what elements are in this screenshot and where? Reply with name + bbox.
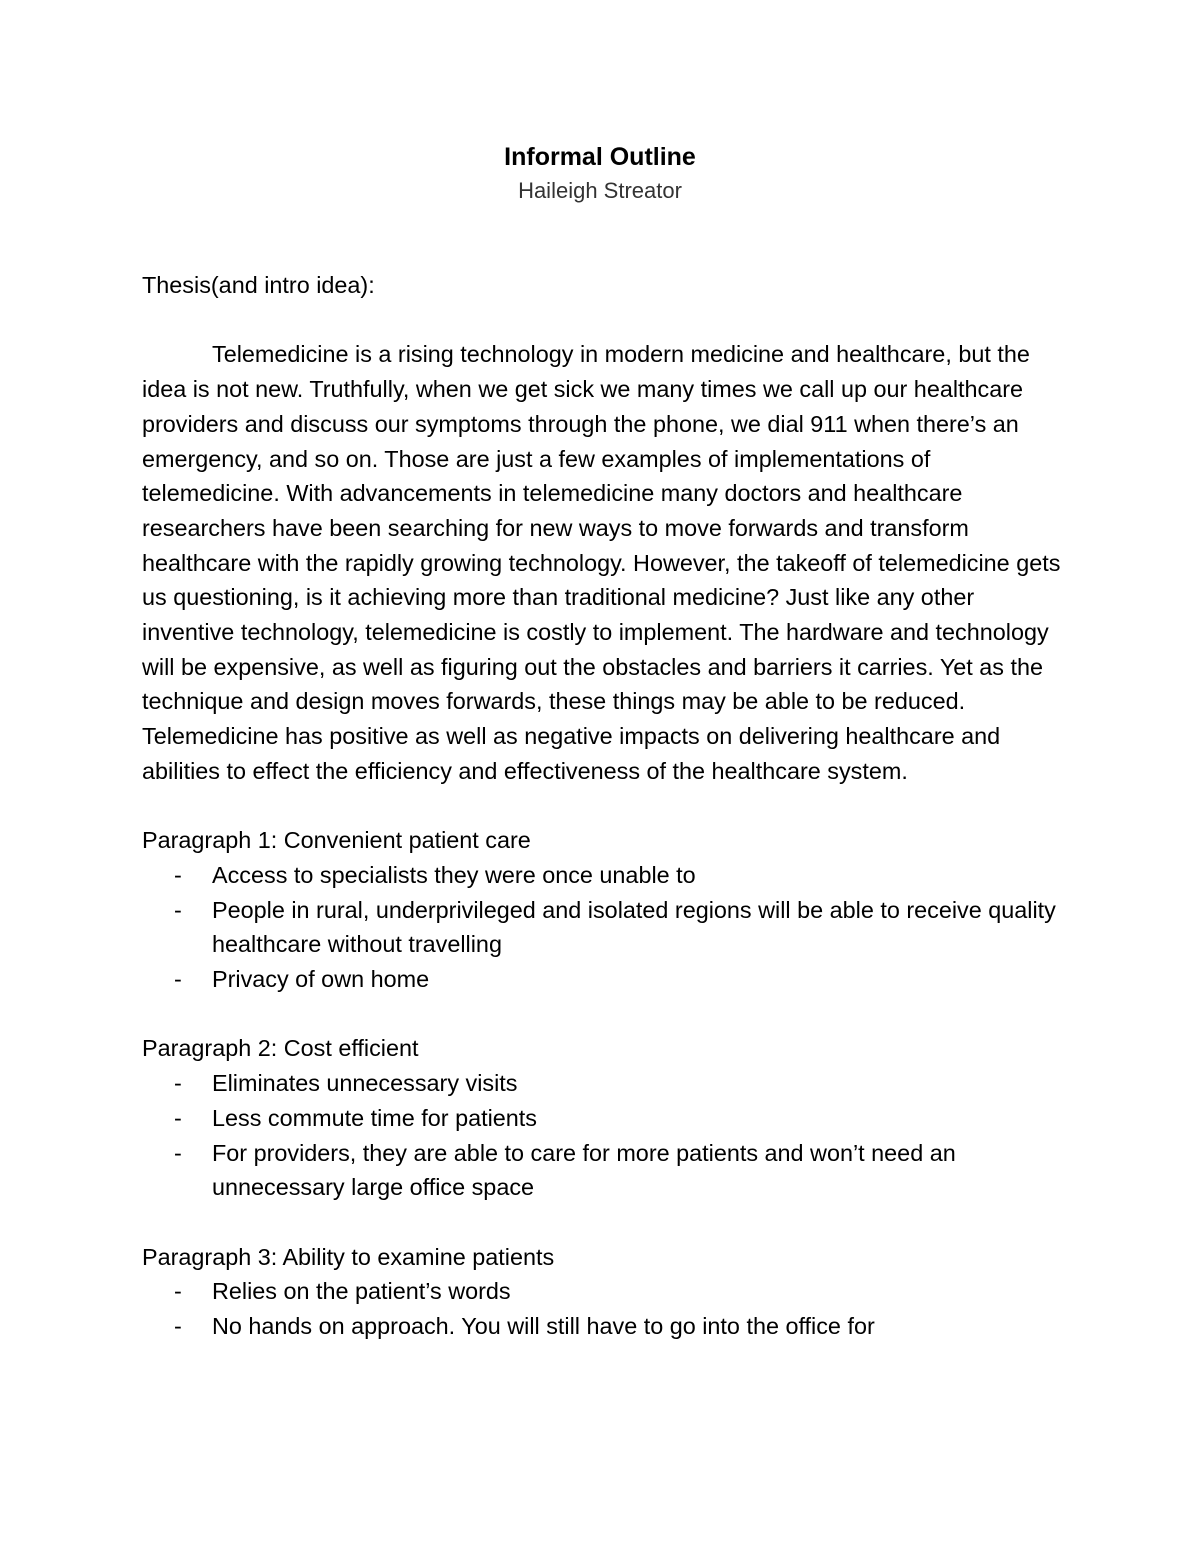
dash-bullet: - xyxy=(174,1313,182,1340)
list-item xyxy=(142,1274,1072,1309)
dash-bullet: - xyxy=(174,966,182,993)
thesis-heading: Thesis(and intro idea): xyxy=(142,272,375,298)
list-item-text: Less commute time for patients xyxy=(212,1104,538,1131)
list-item-text: No hands on approach. You will still have to go into the office for xyxy=(212,1313,875,1340)
section-list-1 xyxy=(142,858,1072,997)
section-heading-1: Paragraph 1: Convenient patient care xyxy=(142,827,531,854)
list-item-text: Relies on the patient’s words xyxy=(212,1278,511,1305)
list-item-text: People in rural, underprivileged and isolated regions will be able to receive quality healthcare without travelling xyxy=(212,896,1056,958)
list-item xyxy=(142,962,1072,997)
list-item xyxy=(142,858,1072,893)
list-item xyxy=(142,1101,1072,1136)
dash-bullet: - xyxy=(174,861,182,888)
list-item-text: For providers, they are able to care for more patients and won’t need an unnecessary large office space xyxy=(212,1139,956,1201)
list-item xyxy=(142,1309,1072,1344)
dash-bullet: - xyxy=(174,1070,182,1097)
document-body xyxy=(142,268,1072,1344)
dash-bullet: - xyxy=(174,1278,182,1305)
document-author: Haileigh Streator xyxy=(518,178,682,203)
list-item-text: Access to specialists they were once unable to xyxy=(212,861,696,888)
list-item xyxy=(142,1066,1072,1101)
dash-bullet: - xyxy=(174,1139,182,1166)
list-item-text: Privacy of own home xyxy=(212,966,430,993)
thesis-paragraph: Telemedicine is a rising technology in modern medicine and healthcare, but the idea is not new. Truthfully, when we get sick we many times we call up our healthcare providers and discuss our symptoms through the phone, we dial 911 when there’s an emergency, and so on. Those are just a few examples of implementations of telemedicine. With advancements in telemedicine many doctors and healthcare researchers have been searching for new ways to move forwards and transform healthcare with the rapidly growing technology. However, the takeoff of telemedicine gets us questioning, is it achieving more than traditional medicine? Just like any other inventive technology, telemedicine is costly to implement. The hardware and technology will be expensive, as well as figuring out the obstacles and barriers it carries. Yet as the technique and design moves forwards, these things may be able to be reduced. Telemedicine has positive as well as negative impacts on delivering healthcare and abilities to effect the efficiency and effectiveness of the healthcare system. xyxy=(142,341,1061,784)
list-item-text: Eliminates unnecessary visits xyxy=(212,1070,518,1097)
section-heading-3: Paragraph 3: Ability to examine patients xyxy=(142,1243,555,1270)
document-title: Informal Outline xyxy=(504,143,696,171)
dash-bullet: - xyxy=(174,896,182,923)
list-item xyxy=(142,1136,1072,1205)
dash-bullet: - xyxy=(174,1104,182,1131)
section-heading-2: Paragraph 2: Cost efficient xyxy=(142,1035,419,1062)
list-item xyxy=(142,893,1072,962)
section-list-3 xyxy=(142,1274,1072,1343)
section-list-2 xyxy=(142,1066,1072,1205)
